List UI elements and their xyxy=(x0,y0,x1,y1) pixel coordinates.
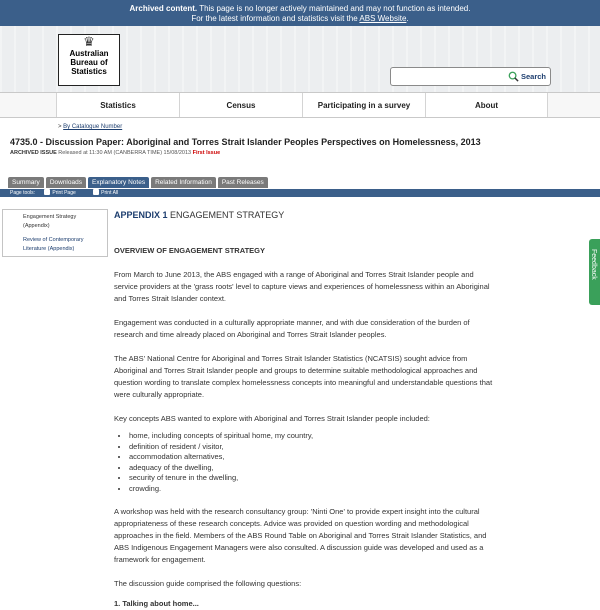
list-item: • accommodation alternatives, xyxy=(129,452,496,463)
appendix-number: APPENDIX 1 xyxy=(114,210,168,220)
tab-summary[interactable]: Summary xyxy=(8,177,44,188)
issue-line xyxy=(10,150,220,156)
overview-heading: OVERVIEW OF ENGAGEMENT STRATEGY xyxy=(114,246,265,255)
paragraph-1: From March to June 2013, the ABS engaged with a range of Aboriginal and Torres Strait Islander people and service providers at the 'grass roots' level to capture views and experiences of homelessness within an Aboriginal and Torres Strait Islander context. xyxy=(114,270,490,303)
list-item: • adequacy of the dwelling, xyxy=(129,463,496,474)
logo-line-2: Bureau of xyxy=(70,58,108,67)
archived-banner xyxy=(0,0,600,26)
nav-about[interactable]: About xyxy=(425,93,548,117)
archived-text: This page is no longer actively maintained and may not function as intended. xyxy=(197,4,471,13)
page-title: 4735.0 - Discussion Paper: Aboriginal and Torres Strait Islander Peoples Perspectives on Homelessness, 2013 xyxy=(10,137,481,147)
breadcrumb-prefix: > xyxy=(58,124,64,130)
release-date: Released at 11:30 AM (CANBERRA TIME) 15/08/2013 xyxy=(58,150,192,156)
list-item: • security of tenure in the dwelling, xyxy=(129,473,496,484)
coat-of-arms-icon: ♛ xyxy=(83,34,95,49)
print-all-button[interactable] xyxy=(93,190,126,196)
paragraph-5: A workshop was held with the research consultancy group: 'Ninti One' to provide expert insight into the cultural appropriateness of these research concepts. Advice was provided on question wording and methodological approaches in the field. Members of the ABS Round Table on Aboriginal and Torres Strait Islander Statistics, and ABS Indigenous Engagement Managers were also consulted. A discussion guide was developed and used as a framework for engagement. xyxy=(114,507,487,564)
paragraph-3: The ABS' National Centre for Aboriginal and Torres Strait Islander Statistics (NCATSIS) sought advice from Aboriginal and Torres Strait Islander people and groups to determine suitable methodological approaches and question wording to translate complex homelessness concepts into meaningful and understandable questions that were culturally appropriate. xyxy=(114,354,493,399)
appendix-title: ENGAGEMENT STRATEGY xyxy=(167,210,285,220)
logo-line-1: Australian xyxy=(69,49,109,58)
archived-bold: Archived content. xyxy=(129,4,198,13)
appendix-heading xyxy=(114,209,496,221)
sidebar-item-literature-review[interactable]: Review of Contemporary Literature (Appendix) xyxy=(23,237,84,252)
feedback-tab[interactable] xyxy=(589,239,600,305)
feedback-label: Feedback xyxy=(590,249,597,280)
nav-census[interactable]: Census xyxy=(179,93,302,117)
search-button-label: Search xyxy=(520,72,546,81)
abs-logo[interactable] xyxy=(58,34,120,86)
first-issue-link[interactable]: First Issue xyxy=(192,150,221,156)
list-item: • definition of resident / visitor, xyxy=(129,442,496,453)
print-page-label: Print Page xyxy=(52,190,76,196)
print-icon xyxy=(44,189,50,195)
search-input[interactable] xyxy=(395,70,505,83)
page-tools-label: Page tools: xyxy=(10,190,36,196)
abs-website-link[interactable]: ABS Website xyxy=(359,14,407,23)
breadcrumb-link[interactable]: By Catalogue Number xyxy=(63,124,123,130)
tab-bar xyxy=(8,177,268,188)
search-button[interactable] xyxy=(508,71,546,82)
contents-sidebar xyxy=(2,209,108,257)
nav-statistics[interactable]: Statistics xyxy=(56,93,179,117)
list-item: • crowding. xyxy=(129,484,496,495)
logo-line-3: Statistics xyxy=(71,67,107,76)
search-box xyxy=(390,67,551,86)
tab-past-releases[interactable]: Past Releases xyxy=(218,177,268,188)
archived-line2-suffix: . xyxy=(406,14,409,23)
issue-label: ARCHIVED ISSUE xyxy=(10,150,57,156)
tab-explanatory-notes[interactable]: Explanatory Notes xyxy=(88,177,149,188)
search-icon xyxy=(508,71,519,82)
tab-related-information[interactable]: Related Information xyxy=(151,177,216,188)
tab-downloads[interactable]: Downloads xyxy=(46,177,86,188)
site-header xyxy=(0,26,600,92)
main-nav xyxy=(0,92,600,118)
paragraph-6: The discussion guide comprised the following questions: xyxy=(114,579,302,588)
archived-line2: For the latest information and statistics visit the xyxy=(191,14,360,23)
paragraph-4: Key concepts ABS wanted to explore with Aboriginal and Torres Strait Islander people included: xyxy=(114,414,430,423)
print-all-icon xyxy=(93,189,99,195)
print-page-button[interactable] xyxy=(44,190,83,196)
print-all-label: Print All xyxy=(101,190,119,196)
main-content xyxy=(114,209,496,610)
sidebar-item-engagement-strategy: Engagement Strategy (Appendix) xyxy=(23,214,77,229)
list-item: • home, including concepts of spiritual home, my country, xyxy=(129,431,496,442)
key-concepts-list xyxy=(129,431,496,494)
breadcrumb xyxy=(58,124,122,130)
nav-participating[interactable]: Participating in a survey xyxy=(302,93,425,117)
paragraph-2: Engagement was conducted in a culturally appropriate manner, and with due consideration of the burden of research and time already placed on Aboriginal and Torres Strait Islander peoples. xyxy=(114,318,470,339)
question-1-heading: 1. Talking about home... xyxy=(114,599,199,608)
page-tools-bar xyxy=(0,189,600,197)
